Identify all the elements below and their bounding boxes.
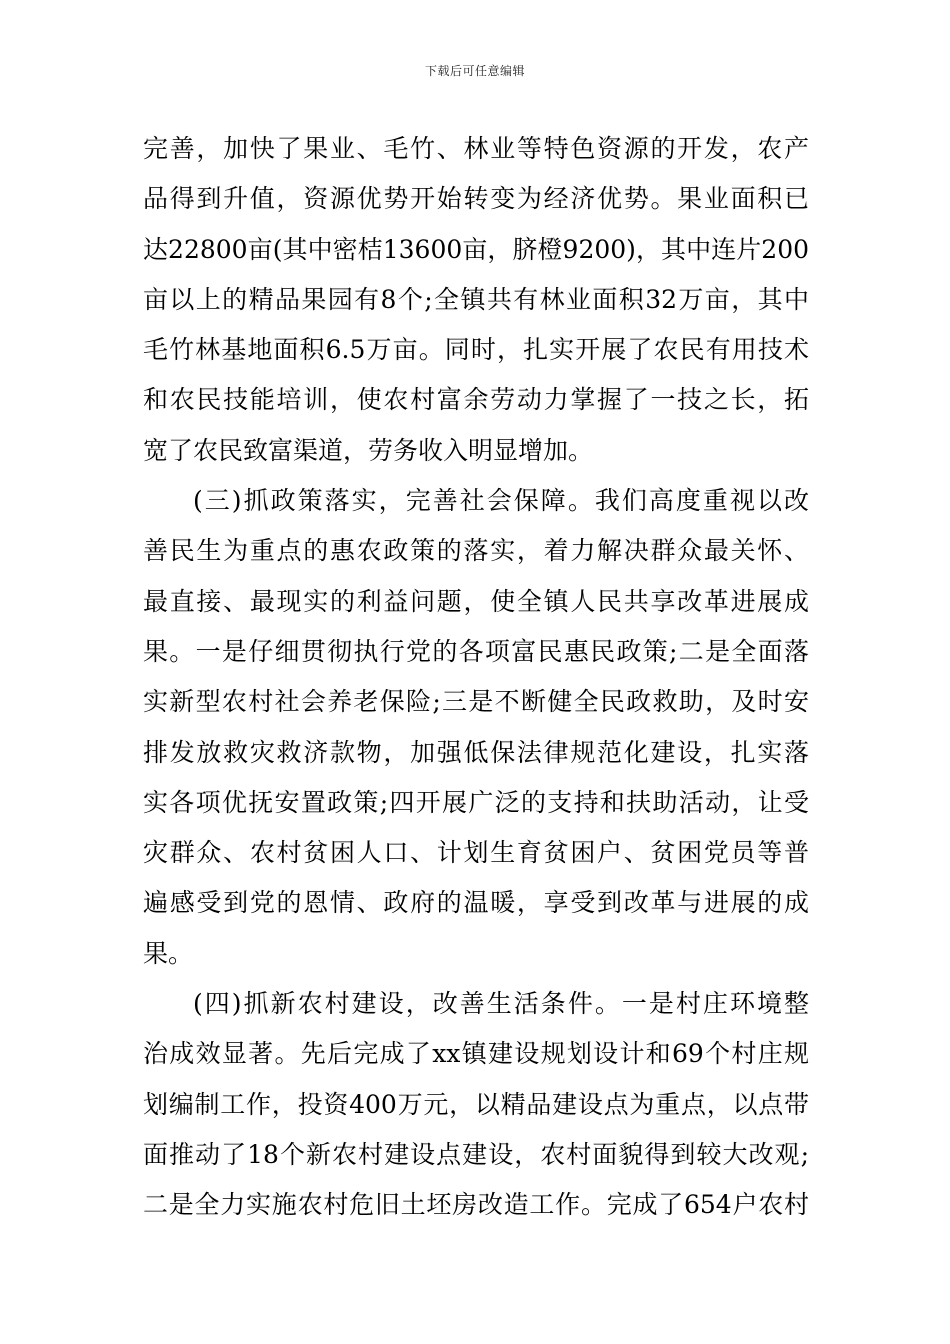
text-line: 和农民技能培训，使农村富余劳动力掌握了一技之长，拓 [143, 385, 809, 415]
page-header: 下载后可任意编辑 [424, 64, 525, 78]
text-line: 亩以上的精品果园有8个;全镇共有林业面积32万亩，其中 [143, 284, 809, 314]
text-line: 二是全力实施农村危旧土坯房改造工作。完成了654户农村 [143, 1190, 809, 1220]
text-line: 遍感受到党的恩情、政府的温暖，享受到改革与进展的成 [143, 888, 809, 918]
text-line: 品得到升值，资源优势开始转变为经济优势。果业面积已 [143, 184, 809, 214]
text-line: 面推动了18个新农村建设点建设，农村面貌得到较大改观; [143, 1139, 809, 1169]
text-line: 实新型农村社会养老保险;三是不断健全民政救助，及时安 [143, 687, 809, 717]
text-line: 达22800亩(其中密桔13600亩，脐橙9200)，其中连片200 [143, 234, 809, 264]
text-line: 果。一是仔细贯彻执行党的各项富民惠民政策;二是全面落 [143, 636, 809, 666]
text-line: (三)抓政策落实，完善社会保障。我们高度重视以改 [193, 486, 809, 516]
text-line: 毛竹林基地面积6.5万亩。同时，扎实开展了农民有用技术 [143, 335, 809, 365]
text-line: (四)抓新农村建设，改善生活条件。一是村庄环境整 [193, 989, 809, 1019]
text-line: 排发放救灾救济款物，加强低保法律规范化建设，扎实落 [143, 737, 809, 767]
text-line: 实各项优抚安置政策;四开展广泛的支持和扶助活动，让受 [143, 787, 809, 817]
text-line: 灾群众、农村贫困人口、计划生育贫困户、贫困党员等普 [143, 838, 809, 868]
text-line: 最直接、最现实的利益问题，使全镇人民共享改革进展成 [143, 586, 809, 616]
text-line: 果。 [143, 938, 194, 968]
paragraph-3 [143, 979, 809, 1230]
text-line: 善民生为重点的惠农政策的落实，着力解决群众最关怀、 [143, 536, 809, 566]
text-line: 完善，加快了果业、毛竹、林业等特色资源的开发，农产 [143, 134, 809, 163]
text-line: 治成效显著。先后完成了xx镇建设规划设计和69个村庄规 [143, 1039, 809, 1069]
paragraph-1 [143, 124, 809, 476]
paragraph-2 [143, 476, 809, 979]
document-body [143, 124, 809, 1231]
text-line: 划编制工作，投资400万元，以精品建设点为重点，以点带 [143, 1089, 809, 1119]
text-line: 宽了农民致富渠道，劳务收入明显增加。 [143, 435, 594, 465]
